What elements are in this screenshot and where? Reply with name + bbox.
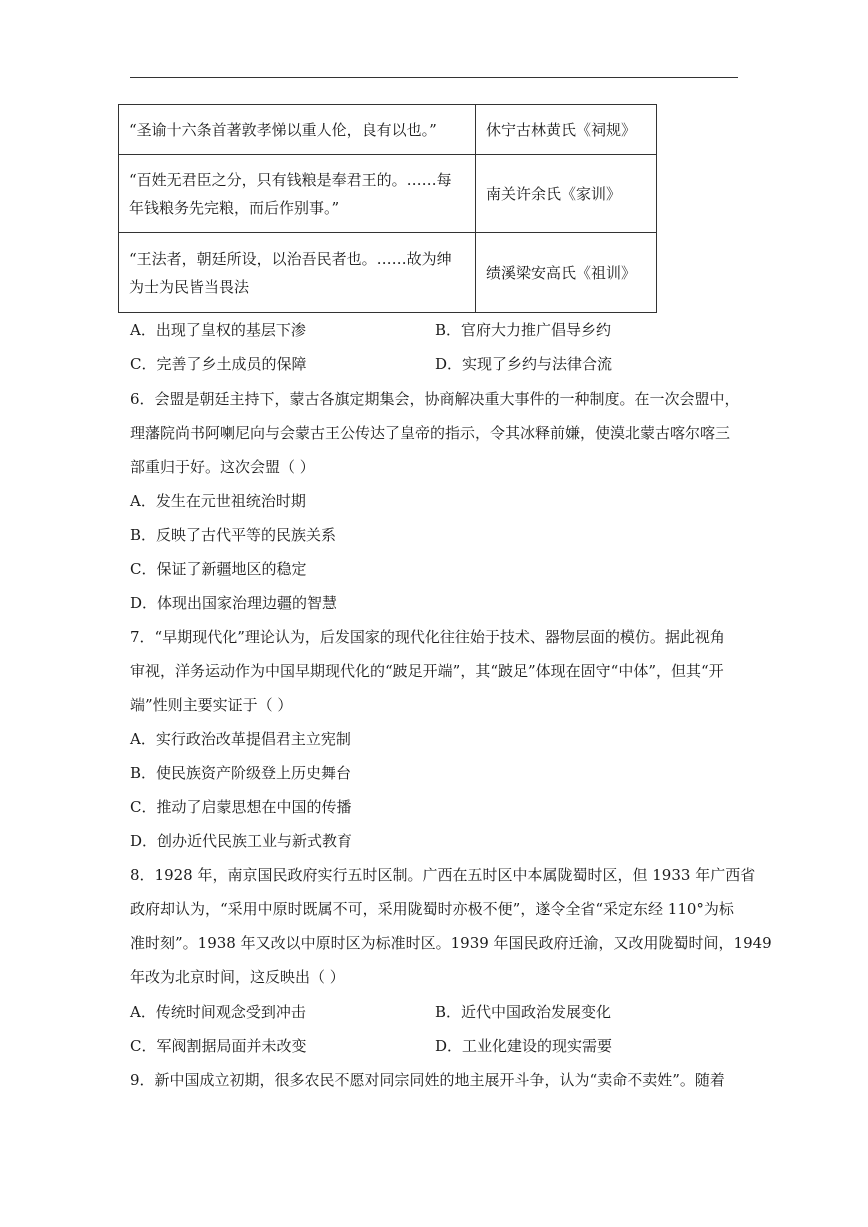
q9-stem-line: 9．新中国成立初期，很多农民不愿对同宗同姓的地主展开斗争，认为“卖命不卖姓”。随着	[130, 1071, 725, 1089]
q7-stem-line: 7．“早期现代化”理论认为，后发国家的现代化往往始于技术、器物层面的模仿。据此视角	[130, 628, 725, 646]
q6-option-a: A．发生在元世祖统治时期	[130, 492, 306, 510]
q8-option-a: A．传统时间观念受到冲击	[130, 1003, 306, 1021]
q5-option-b: B．官府大力推广倡导乡约	[435, 321, 612, 339]
q7-stem-line: 端”性则主要实证于（ ）	[130, 696, 293, 714]
header-rule	[130, 77, 738, 78]
q6-stem-line: 理藩院尚书阿喇尼向与会蒙古王公传达了皇帝的指示，令其冰释前嫌，使漠北蒙古喀尔喀三	[130, 424, 731, 442]
table-row	[119, 105, 657, 155]
quote-cell: “王法者，朝廷所设，以治吾民者也。……故为绅为士为民皆当畏法	[119, 233, 476, 313]
q6-option-c: C．保证了新疆地区的稳定	[130, 560, 307, 578]
source-cell: 休宁古林黄氏《祠规》	[476, 105, 657, 155]
q8-option-d: D．工业化建设的现实需要	[435, 1037, 613, 1055]
q6-stem-line: 6．会盟是朝廷主持下，蒙古各旗定期集会，协商解决重大事件的一种制度。在一次会盟中，	[130, 390, 740, 408]
source-cell: 绩溪梁安高氏《祖训》	[476, 233, 657, 313]
q7-option-c: C．推动了启蒙思想在中国的传播	[130, 798, 352, 816]
q8-option-c: C．军阀割据局面并未改变	[130, 1037, 307, 1055]
q6-option-b: B．反映了古代平等的民族关系	[130, 526, 337, 544]
source-cell: 南关许余氏《家训》	[476, 155, 657, 233]
table-row	[119, 233, 657, 313]
q7-option-b: B．使民族资产阶级登上历史舞台	[130, 764, 352, 782]
q6-stem-line: 部重归于好。这次会盟（ ）	[130, 458, 315, 476]
table-row	[119, 155, 657, 233]
q8-option-b: B．近代中国政治发展变化	[435, 1003, 612, 1021]
q8-stem-line: 政府却认为，“采用中原时既属不可，采用陇蜀时亦极不便”，遂令全省“采定东经 110°为标	[130, 900, 734, 918]
q7-stem-line: 审视，洋务运动作为中国早期现代化的“跛足开端”，其“跛足”体现在固守“中体”，但其“开	[130, 662, 724, 680]
q8-stem-line: 8．1928 年，南京国民政府实行五时区制。广西在五时区中本属陇蜀时区，但 1933 年广西省	[130, 866, 756, 884]
q5-option-c: C．完善了乡土成员的保障	[130, 355, 307, 373]
q8-stem-line: 年改为北京时间，这反映出（ ）	[130, 968, 345, 986]
q8-stem-line: 准时刻”。1938 年又改以中原时区为标准时区。1939 年国民政府迁渝，又改用陇蜀时间，1949	[130, 934, 772, 952]
q6-option-d: D．体现出国家治理边疆的智慧	[130, 594, 338, 612]
q5-option-a: A．出现了皇权的基层下渗	[130, 321, 306, 339]
quote-cell: “百姓无君臣之分，只有钱粮是奉君王的。……每年钱粮务先完粮，而后作别事。”	[119, 155, 476, 233]
q7-option-a: A．实行政治改革提倡君主立宪制	[130, 730, 351, 748]
q7-option-d: D．创办近代民族工业与新式教育	[130, 832, 353, 850]
quote-cell: “圣谕十六条首著敦孝悌以重人伦，良有以也。”	[119, 105, 476, 155]
quote-table	[118, 104, 657, 313]
q5-option-d: D．实现了乡约与法律合流	[435, 355, 613, 373]
